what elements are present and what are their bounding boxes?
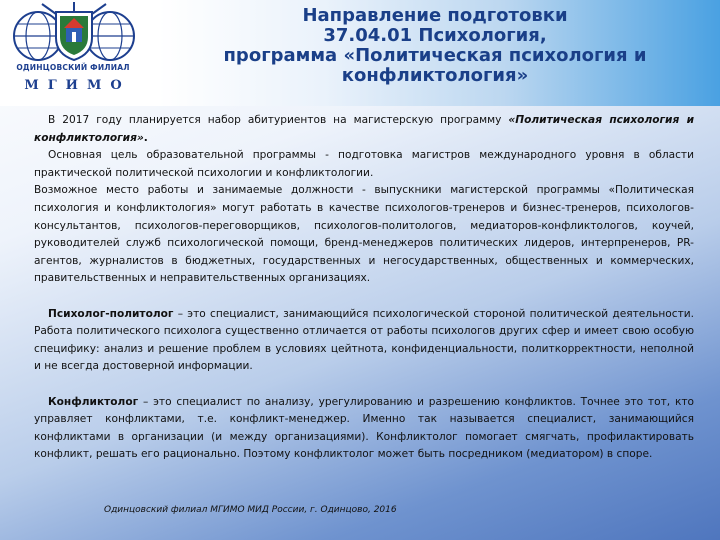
logo-caption: ОДИНЦОВСКИЙ ФИЛИАЛ — [16, 63, 130, 72]
definition-conflictologist: – это специалист по анализу, урегулированию и разрешению конфликтов. Точнее это тот, кто управляет конфликтами, т.е. конфликт-менеджер. Именно так называется специалист, занимающийся конфликтами в организации (и между организациями). Конфликтолог помогает смягчать, профилактировать конфликт, решать его рационально. Поэтому конфликтолог может быть посредником (медиатором) в споре. — [34, 395, 694, 461]
paragraph-intro — [34, 112, 694, 147]
header-band — [0, 0, 720, 106]
paragraph-goal: Основная цель образовательной программы - подготовка магистров международного уровня в области практической политической психологии и конфликтологии. — [34, 149, 694, 179]
term-conflictologist: Конфликтолог — [48, 395, 139, 408]
definition-political-psychologist: – это специалист, занимающийся психологической стороной политической деятельности. Работа политического психолога существенно отличается от работы психологов других сфер и имеет свою особую специфику: анализ и решение проблем в условиях цейтнота, конфиденциальности, политкорректности, неполной и не всегда достоверной информации. — [34, 307, 694, 373]
program-name: «Политическая психология и конфликтология» — [34, 114, 694, 144]
paragraph-careers: Возможное место работы и занимаемые должности - выпускники магистерской программы «Политическая психология и конфликтология» могут работать в качестве психологов-тренеров и бизнес-тренеров, психологов-консультантов, психологов-переговорщиков, психологов-политологов, медиаторов-конфликтологов, коучей, руководителей служб психологической помощи, бренд-менеджеров политических лидеров, интерпренеров, PR-агентов, журналистов в бюджетных, государственных и негосударственных, общественных и коммерческих, правительственных и неправительственных организациях. — [34, 184, 694, 285]
title-line-4: конфликтология» — [341, 65, 529, 86]
page-title — [160, 6, 710, 86]
title-line-3: программа «Политическая психология и — [223, 45, 647, 66]
spacer — [34, 288, 694, 306]
spacer — [34, 376, 694, 394]
body-text — [34, 112, 694, 464]
footer-caption: Одинцовский филиал МГИМО МИД России, г. Одинцово, 2016 — [104, 505, 397, 515]
logo — [0, 0, 150, 106]
title-line-1: Направление подготовки — [302, 5, 568, 26]
term-political-psychologist: Психолог-политолог — [48, 307, 174, 320]
paragraph-conflictologist — [34, 394, 694, 464]
mgimo-emblem-icon — [4, 2, 144, 64]
intro-end: . — [143, 131, 148, 144]
logo-name: МГИМО — [24, 78, 131, 93]
intro-text: В 2017 году планируется набор абитуриентов на магистерскую программу — [48, 114, 509, 126]
paragraph-political-psychologist — [34, 306, 694, 376]
title-line-2: 37.04.01 Психология, — [323, 25, 547, 46]
